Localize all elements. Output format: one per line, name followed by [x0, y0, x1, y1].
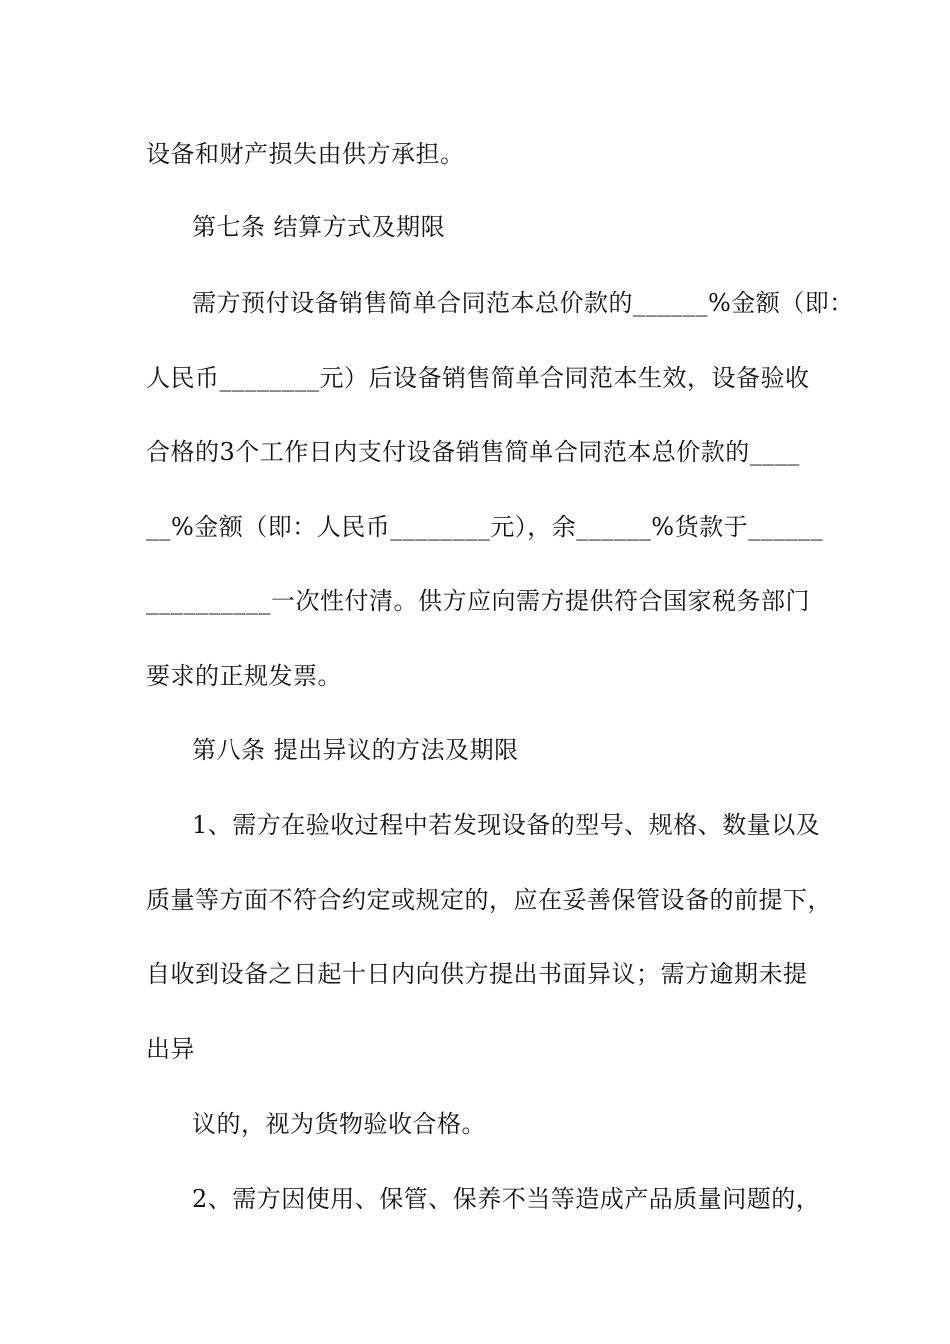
text-line: 1、需方在验收过程中若发现设备的型号、规格、数量以及 [192, 811, 821, 839]
text-line: 需方预付设备销售简单合同范本总价款的______%金额（即： [192, 289, 854, 317]
text-line: 质量等方面不符合约定或规定的，应在妥善保管设备的前提下， [146, 886, 832, 914]
text-line: 要求的正规发票。 [146, 662, 342, 690]
section-heading: 第七条 结算方式及期限 [192, 213, 446, 241]
text-line: 人民币________元）后设备销售简单合同范本生效，设备验收 [146, 364, 810, 392]
text-line: 2、需方因使用、保管、保养不当等造成产品质量问题的， [192, 1185, 821, 1213]
text-line: 设备和财产损失由供方承担。 [146, 140, 465, 168]
text-line: 合格的3个工作日内支付设备销售简单合同范本总价款的____ [146, 438, 800, 466]
text-line: 自收到设备之日起十日内向供方提出书面异议；需方逾期未提 [146, 960, 808, 988]
text-line: 出异 [146, 1035, 195, 1063]
section-heading: 第八条 提出异议的方法及期限 [192, 736, 519, 764]
text-line: __________一次性付清。供方应向需方提供符合国家税务部门 [146, 587, 810, 615]
text-line: 议的，视为货物验收合格。 [192, 1110, 486, 1138]
text-line: __%金额（即：人民币________元），余______%货款于______ [146, 513, 824, 541]
